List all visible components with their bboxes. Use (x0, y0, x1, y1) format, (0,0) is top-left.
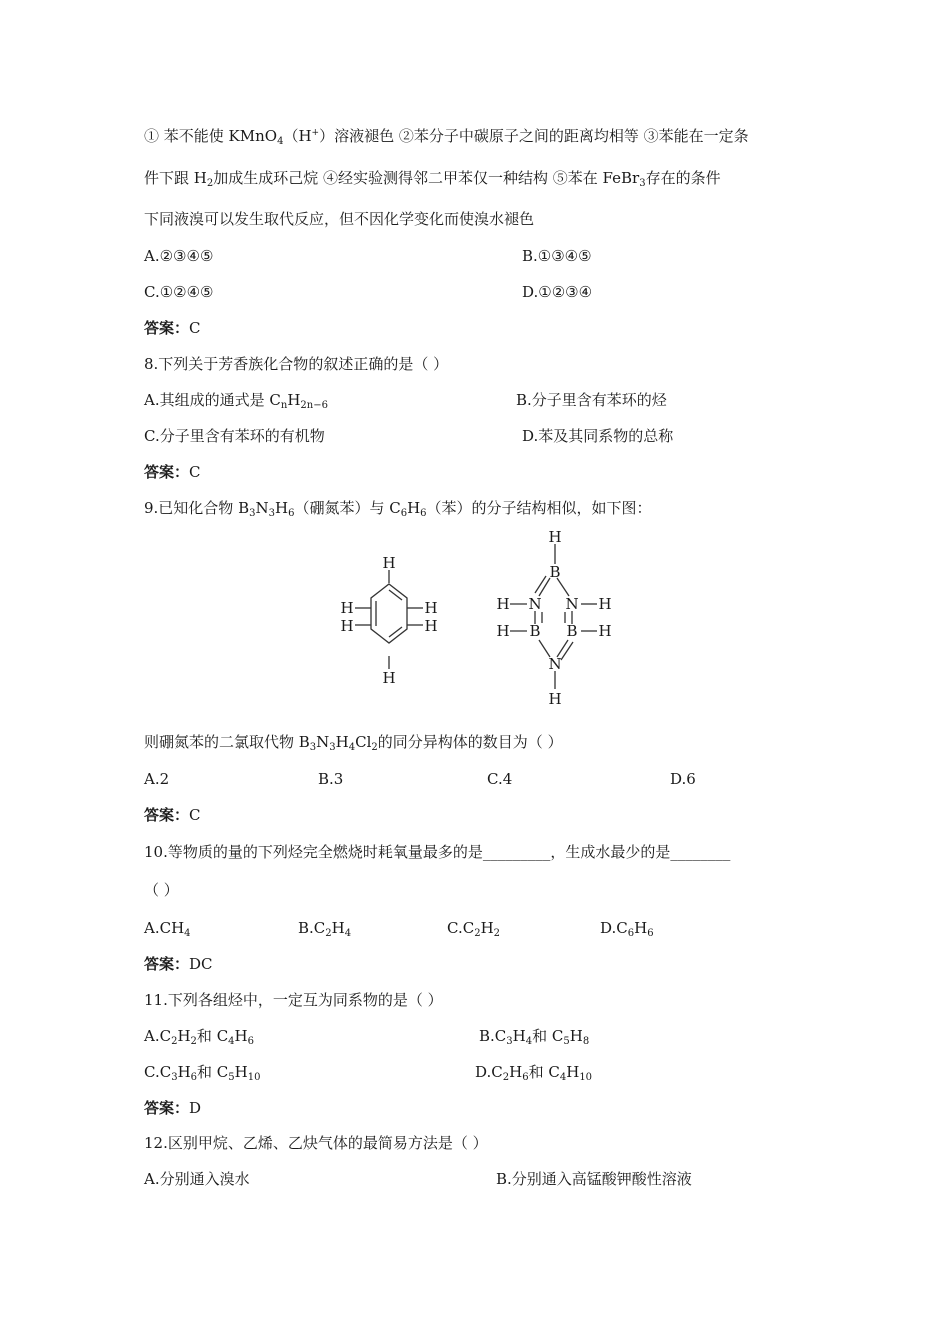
double-bond (389, 590, 402, 600)
atom-b: B (549, 563, 561, 581)
answer-label: 答案： (144, 463, 190, 481)
q8-option-a: A.其组成的通式是 $C_nH_{2n-6}$ (144, 391, 328, 411)
atom-h: H (340, 617, 354, 635)
q11-question: 11.下列各组烃中，一定互为同系物的是（ ） (144, 991, 443, 1009)
q8-option-b: B.分子里含有苯环的烃 (516, 391, 667, 409)
answer-value: C (189, 319, 201, 337)
atom-h: H (598, 622, 612, 640)
atom-n: N (565, 595, 579, 613)
double-bond (535, 576, 546, 593)
double-bond (561, 642, 573, 660)
q7-statement-line-1: ① 苯不能使 KMnO$_4$（H+）溶液褪色 ②苯分子中碳原子之间的距离均相等 ③苯能在一定条 (144, 127, 749, 147)
q12-option-a: A.分别通入溴水 (144, 1170, 250, 1188)
q10-option-d: $D.C_6H_6$ (600, 919, 654, 939)
atom-b: B (529, 622, 541, 640)
q10-option-b: $B.C_2H_4$ (298, 919, 352, 939)
bond (539, 578, 550, 596)
q9-question: 9.已知化合物 $B_3N_3H_6$（硼氮苯）与 $C_6H_6$（苯）的分子结构相似，如下图： (144, 499, 652, 519)
q11-option-c: $C.C_3H_6$和 $C_5H_{10}$ (144, 1063, 261, 1083)
answer-label: 答案： (144, 806, 190, 824)
q12-option-b: B.分别通入高锰酸钾酸性溶液 (496, 1170, 692, 1188)
q11-option-a: $A.C_2H_2$和 $C_4H_6$ (144, 1027, 255, 1047)
q7-option-a: A.②③④⑤ (144, 247, 214, 265)
q7-option-c: C.①②④⑤ (144, 283, 214, 301)
atom-h: H (548, 690, 562, 708)
answer-label: 答案： (144, 955, 190, 973)
atom-h: H (382, 554, 396, 572)
answer-value: C (189, 806, 201, 824)
atom-n: N (528, 595, 542, 613)
atom-h: H (548, 528, 562, 546)
atom-b: B (566, 622, 578, 640)
q9-option-d: D.6 (670, 770, 696, 788)
q8-answer (144, 462, 201, 482)
q8-question: 8.下列关于芳香族化合物的叙述正确的是（ ） (144, 355, 449, 373)
q10-paren: （ ） (144, 881, 179, 899)
answer-value: DC (189, 955, 213, 973)
q7-statement-line-3: 下同液溴可以发生取代反应，但不因化学变化而使溴水褪色 (144, 210, 535, 228)
q12-question: 12.区别甲烷、乙烯、乙炔气体的最简易方法是（ ） (144, 1134, 488, 1152)
q10-question: 10.等物质的量的下列烃完全燃烧时耗氧量最多的是_________，生成水最少的是________ (144, 843, 731, 861)
q7-option-b: B.①③④⑤ (522, 247, 592, 265)
q9-answer (144, 805, 201, 825)
q8-option-d: D.苯及其同系物的总称 (522, 427, 674, 445)
answer-label: 答案： (144, 319, 190, 337)
q7-answer (144, 318, 201, 338)
q10-option-c: $C.C_2H_2$ (447, 919, 501, 939)
atom-h: H (424, 617, 438, 635)
q9-option-c: C.4 (487, 770, 513, 788)
answer-label: 答案： (144, 1099, 190, 1117)
q11-answer (144, 1098, 201, 1118)
atom-h: H (382, 669, 396, 685)
atom-h: H (340, 599, 354, 617)
q9-follow-up: 则硼氮苯的二氯取代物 $B_3N_3H_4Cl_2$的同分异构体的数目为（ ） (144, 733, 563, 753)
atom-h: H (496, 622, 510, 640)
atom-n: N (548, 655, 562, 673)
answer-value: D (189, 1099, 202, 1117)
q11-option-d: $D.C_2H_6$和 $C_4H_{10}$ (475, 1063, 593, 1083)
borazine-structure-diagram (490, 525, 620, 710)
q10-answer (144, 954, 213, 974)
benzene-structure-diagram (330, 550, 450, 685)
atom-h: H (598, 595, 612, 613)
q9-option-a: A.2 (144, 770, 170, 788)
double-bond (389, 627, 402, 637)
q8-option-c: C.分子里含有苯环的有机物 (144, 427, 325, 445)
q11-option-b: $B.C_3H_4$和 $C_5H_8$ (479, 1027, 590, 1047)
answer-value: C (189, 463, 201, 481)
q9-option-b: B.3 (318, 770, 344, 788)
q7-option-d: D.①②③④ (522, 283, 593, 301)
q7-statement-line-2: 件下跟 $H_2$加成生成环己烷 ④经实验测得邻二甲苯仅一种结构 ⑤苯在 FeBr$_3$存在的条件 (144, 169, 721, 189)
q10-option-a: $A.CH_4$ (144, 919, 191, 939)
atom-h: H (496, 595, 510, 613)
atom-h: H (424, 599, 438, 617)
